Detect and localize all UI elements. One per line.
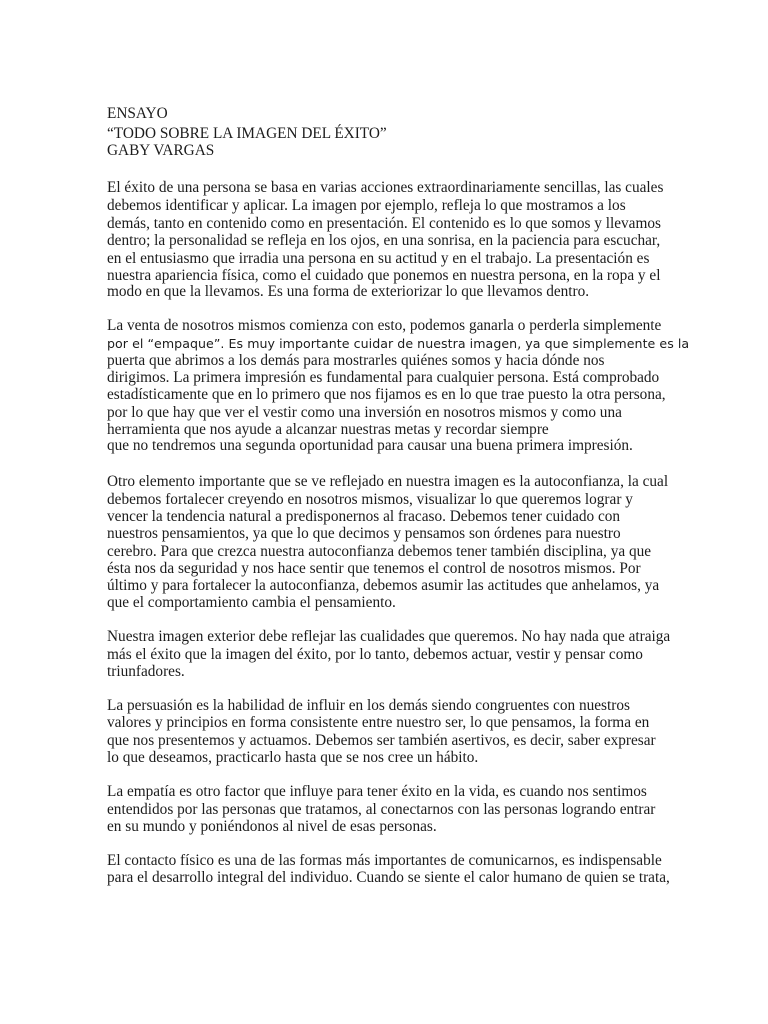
paragraph-3-line: que el comportamiento cambia el pensamiento. [107,594,396,611]
paragraph-2-line: estadísticamente que en lo primero que nos fijamos es en lo que trae puesto la otra persona, [107,386,666,403]
paragraph-4-line: más el éxito que la imagen del éxito, por lo tanto, debemos actuar, vestir y pensar como [107,646,643,663]
paragraph-3-line: debemos fortalecer creyendo en nosotros mismos, visualizar lo que queremos lograr y [107,491,633,508]
paragraph-7-line: El contacto físico es una de las formas más importantes de comunicarnos, es indispensable [107,852,662,869]
paragraph-3-line: cerebro. Para que crezca nuestra autoconfianza debemos tener también disciplina, ya que [107,543,652,560]
paragraph-2-line: dirigimos. La primera impresión es fundamental para cualquier persona. Está comprobado [107,369,660,386]
paragraph-3-line: vencer la tendencia natural a predisponernos al fracaso. Debemos tener cuidado con [107,508,621,525]
paragraph-1-line: en el entusiasmo que irradia una persona en su actitud y en el trabajo. La presentación es [107,250,650,267]
paragraph-3-line: último y para fortalecer la autoconfianza, debemos asumir las actitudes que anhelamos, ya [107,577,660,594]
paragraph-5-line: que nos presentemos y actuamos. Debemos ser también asertivos, es decir, saber expresar [107,732,656,749]
paragraph-1-line: debemos identificar y aplicar. La imagen por ejemplo, refleja lo que mostramos a los [107,197,626,214]
paragraph-2-line: herramienta que nos ayude a alcanzar nuestras metas y recordar siempre [107,421,549,438]
paragraph-1-line: demás, tanto en contenido como en presentación. El contenido es lo que somos y llevamos [107,215,661,232]
paragraph-5-line: La persuasión es la habilidad de influir en los demás siendo congruentes con nuestros [107,697,630,714]
paragraph-1-line: dentro; la personalidad se refleja en los ojos, en una sonrisa, en la paciencia para escuchar, [107,232,661,249]
paragraph-5-line: lo que deseamos, practicarlo hasta que se nos cree un hábito. [107,749,479,766]
paragraph-2-line: La venta de nosotros mismos comienza con esto, podemos ganarla o perderla simplemente [107,317,662,334]
paragraph-2-line: por el “empaque”. Es muy importante cuidar de nuestra imagen, ya que simplemente es la [107,336,690,351]
essay-label: ENSAYO [107,105,168,122]
essay-title: “TODO SOBRE LA IMAGEN DEL ÉXITO” [107,125,387,142]
paragraph-5-line: valores y principios en forma consistente entre nuestro ser, lo que pensamos, la forma en [107,714,650,731]
paragraph-3-line: Otro elemento importante que se ve reflejado en nuestra imagen es la autoconfianza, la cual [107,473,669,490]
paragraph-2-line: puerta que abrimos a los demás para mostrarles quiénes somos y hacia dónde nos [107,352,605,369]
paragraph-7-line: para el desarrollo integral del individuo. Cuando se siente el calor humano de quien se trata, [107,869,670,886]
paragraph-1-line: El éxito de una persona se basa en varias acciones extraordinariamente sencillas, las cuales [107,179,664,196]
paragraph-6-line: en su mundo y poniéndonos al nivel de esas personas. [107,818,437,835]
paragraph-1-line: nuestra apariencia física, como el cuidado que ponemos en nuestra persona, en la ropa y el [107,267,661,284]
paragraph-4-line: Nuestra imagen exterior debe reflejar las cualidades que queremos. No hay nada que atraiga [107,628,671,645]
essay-author: GABY VARGAS [107,142,215,159]
paragraph-1-line: modo en que la llevamos. Es una forma de exteriorizar lo que llevamos dentro. [107,283,590,300]
paragraph-6-line: La empatía es otro factor que influye para tener éxito en la vida, es cuando nos sentimos [107,783,647,800]
paragraph-3-line: ésta nos da seguridad y nos hace sentir que tenemos el control de nosotros mismos. Por [107,560,641,577]
paragraph-3-line: nuestros pensamientos, ya que lo que decimos y pensamos son órdenes para nuestro [107,525,621,542]
paragraph-4-line: triunfadores. [107,663,185,680]
paragraph-6-line: entendidos por las personas que tratamos, al conectarnos con las personas logrando entrar [107,801,656,818]
paragraph-2-line: por lo que hay que ver el vestir como una inversión en nosotros mismos y como una [107,404,622,421]
paragraph-2-line: que no tendremos una segunda oportunidad para causar una buena primera impresión. [107,437,633,454]
